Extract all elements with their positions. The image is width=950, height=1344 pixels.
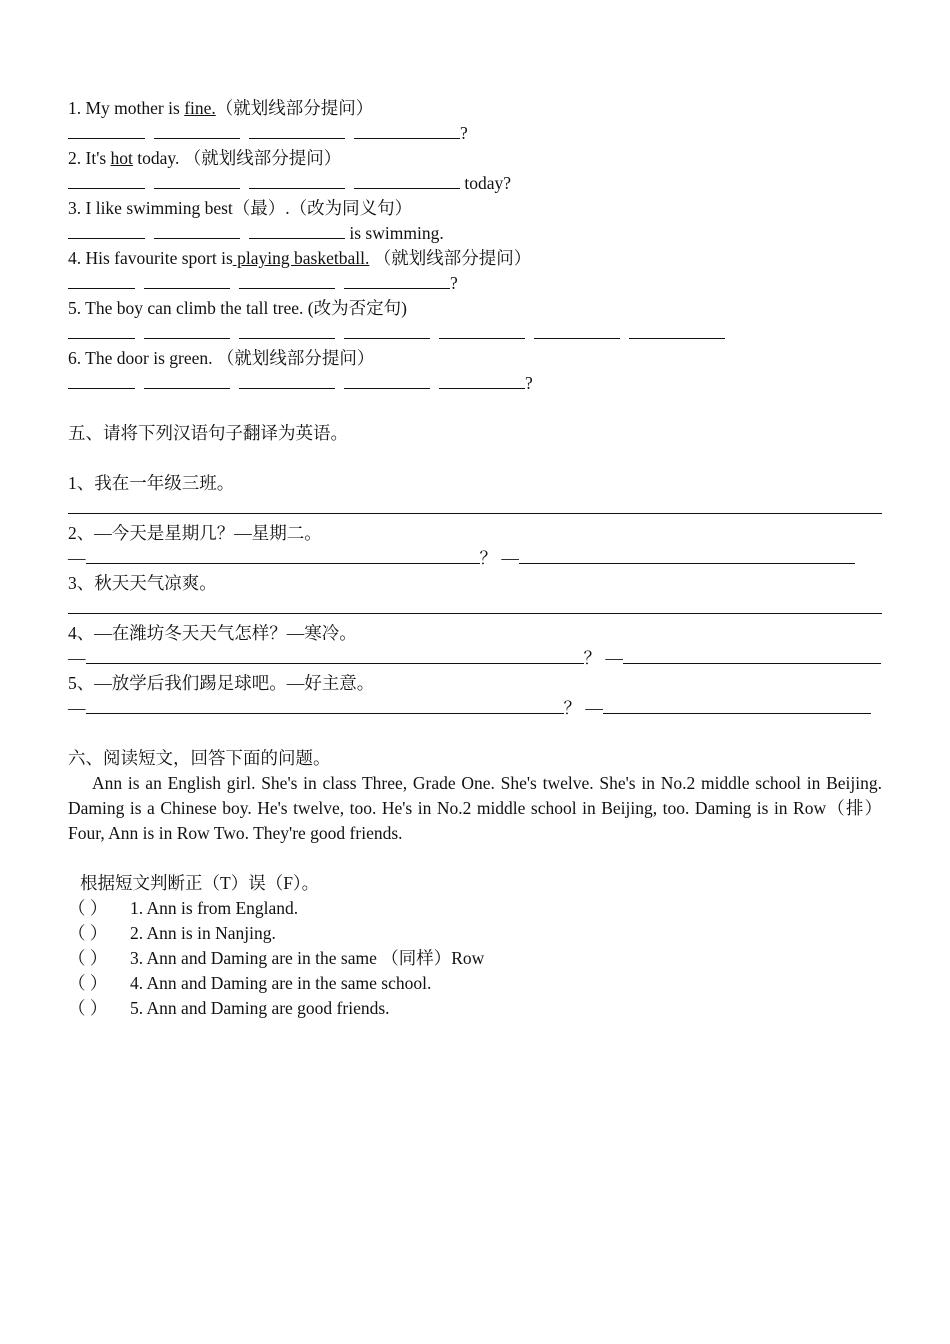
question-1-text: 1. My mother is [68,98,185,118]
translate-answer-1 [68,496,882,521]
answer-parentheses[interactable]: （ ） [68,998,108,1018]
dash-mark: — [68,698,86,718]
tf-item-4 [68,971,882,996]
answer-blank[interactable] [68,172,145,189]
answer-blank[interactable] [68,372,135,389]
answer-blank[interactable] [439,322,525,339]
answer-parentheses[interactable]: （ ） [68,898,108,918]
question-mark-dash: ？ — [479,548,519,568]
question-3-text: 3. I like swimming best（最）.（改为同义句） [68,198,413,218]
answer-line-full[interactable] [68,596,882,614]
answer-line-3 [68,221,882,246]
answer-blank[interactable] [344,272,450,289]
answer-end: ? [525,373,533,393]
answer-blank[interactable] [439,372,525,389]
translate-answer-2 [68,546,882,571]
answer-blank[interactable] [86,647,584,664]
answer-line-1 [68,121,882,146]
answer-blank[interactable] [519,547,855,564]
answer-blank[interactable] [154,122,240,139]
answer-end: is swimming. [345,223,444,243]
answer-parentheses[interactable]: （ ） [68,973,108,993]
question-6-text: 6. The door is green. （就划线部分提问） [68,348,375,368]
tf-item-text: 2. Ann is in Nanjing. [130,923,276,943]
answer-line-full[interactable] [68,496,882,514]
answer-blank[interactable] [344,372,430,389]
answer-blank[interactable] [344,322,430,339]
answer-parentheses[interactable]: （ ） [68,923,108,943]
answer-end: ? [450,273,458,293]
question-4-instruction: （就划线部分提问） [369,248,532,268]
worksheet-page [68,96,882,1021]
translate-answer-5 [68,696,882,721]
answer-blank[interactable] [239,322,335,339]
question-1 [68,96,882,121]
question-mark-dash: ？ — [563,698,603,718]
answer-end: today? [460,173,512,193]
question-1-instruction: （就划线部分提问） [215,98,374,118]
answer-blank[interactable] [239,372,335,389]
reading-passage: Ann is an English girl. She's in class Three, Grade One. She's twelve. She's in No.2 middle school in Beijing. Daming is a Chinese boy. He's twelve, too. He's in No.2 middle school in Beijing, too. Daming is in Row（排） Four, Ann is in Row Two. They're good friends. [68,773,882,843]
tf-item-text: 3. Ann and Daming are in the same （同样）Row [130,948,485,968]
question-2-underlined: hot [110,148,133,168]
answer-blank[interactable] [86,547,480,564]
answer-blank[interactable] [68,222,145,239]
question-4-text: 4. His favourite sport is [68,248,233,268]
answer-blank[interactable] [354,122,460,139]
section-5-heading: 五、请将下列汉语句子翻译为英语。 [68,423,348,443]
answer-blank[interactable] [249,122,345,139]
answer-blank[interactable] [144,272,230,289]
translate-item-2: 2、—今天是星期几？—星期二。 [68,523,322,543]
answer-blank[interactable] [144,372,230,389]
dash-mark: — [68,648,86,668]
question-3 [68,196,882,221]
answer-line-6 [68,371,882,396]
answer-blank[interactable] [623,647,881,664]
answer-blank[interactable] [354,172,460,189]
true-false-instruction: 根据短文判断正（T）误（F）。 [80,873,320,893]
dash-mark: — [68,548,86,568]
tf-item-1 [68,896,882,921]
tf-item-5 [68,996,882,1021]
answer-blank[interactable] [144,322,230,339]
answer-blank[interactable] [249,172,345,189]
answer-end: ? [460,123,468,143]
answer-blank[interactable] [154,222,240,239]
tf-item-text: 1. Ann is from England. [130,898,299,918]
translate-answer-3 [68,596,882,621]
question-mark-dash: ？ — [583,648,623,668]
tf-item-2 [68,921,882,946]
question-5 [68,296,882,321]
question-1-underlined: fine. [184,98,216,118]
translate-item-5: 5、—放学后我们踢足球吧。—好主意。 [68,673,375,693]
question-2-instruction: today. （就划线部分提问） [132,148,342,168]
answer-blank[interactable] [603,697,871,714]
answer-blank[interactable] [68,322,135,339]
answer-line-5 [68,321,882,346]
question-2-text: 2. It's [68,148,111,168]
question-5-text: 5. The boy can climb the tall tree. (改为否定句) [68,298,407,318]
translate-item-4: 4、—在潍坊冬天天气怎样？—寒冷。 [68,623,357,643]
answer-blank[interactable] [249,222,345,239]
answer-blank[interactable] [154,172,240,189]
answer-line-4 [68,271,882,296]
translate-answer-4 [68,646,882,671]
tf-item-text: 5. Ann and Daming are good friends. [130,998,390,1018]
answer-blank[interactable] [68,122,145,139]
question-4-underlined: playing basketball. [232,248,370,268]
answer-line-2 [68,171,882,196]
answer-blank[interactable] [629,322,725,339]
answer-blank[interactable] [68,272,135,289]
answer-blank[interactable] [534,322,620,339]
answer-parentheses[interactable]: （ ） [68,948,108,968]
question-4 [68,246,882,271]
translate-item-1: 1、我在一年级三班。 [68,473,235,493]
question-6 [68,346,882,371]
answer-blank[interactable] [239,272,335,289]
answer-blank[interactable] [86,697,564,714]
tf-item-3 [68,946,882,971]
question-2 [68,146,882,171]
tf-item-text: 4. Ann and Daming are in the same school. [130,973,432,993]
section-6-heading: 六、阅读短文，回答下面的问题。 [68,748,331,768]
translate-item-3: 3、秋天天气凉爽。 [68,573,217,593]
